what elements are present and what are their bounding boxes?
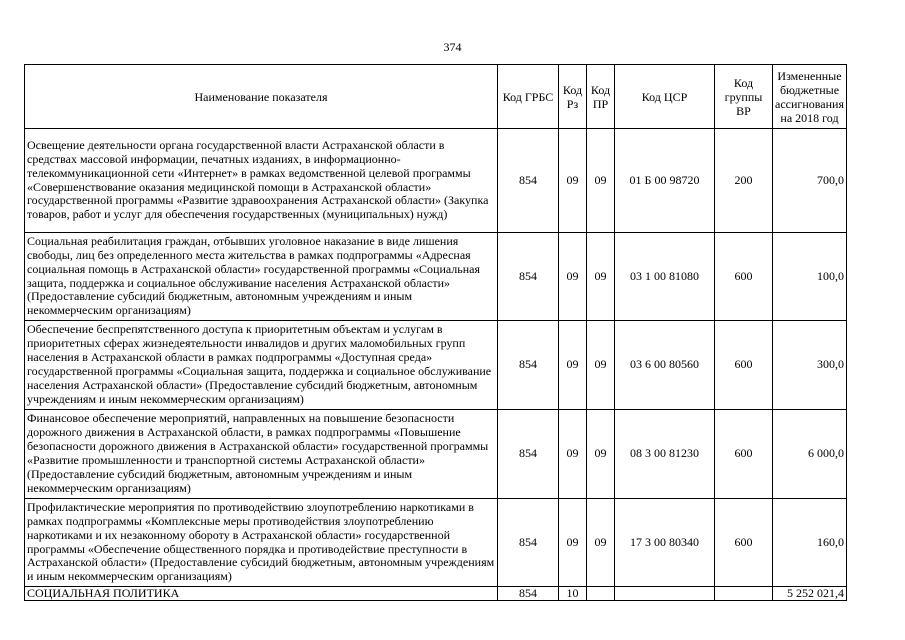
row-rz: 09 bbox=[559, 410, 587, 499]
row-amount: 6 000,0 bbox=[773, 410, 847, 499]
row-csr: 08 3 00 81230 bbox=[615, 410, 715, 499]
row-csr bbox=[615, 587, 715, 601]
header-amount: Измененные бюджетные ассигнования на 2018 год bbox=[773, 65, 847, 129]
row-csr: 01 Б 00 98720 bbox=[615, 129, 715, 233]
header-csr: Код ЦСР bbox=[615, 65, 715, 129]
row-rz: 09 bbox=[559, 321, 587, 410]
table-header-row bbox=[25, 65, 847, 129]
row-csr: 03 6 00 80560 bbox=[615, 321, 715, 410]
row-grbs: 854 bbox=[498, 587, 559, 601]
row-csr: 03 1 00 81080 bbox=[615, 233, 715, 321]
row-grbs: 854 bbox=[498, 233, 559, 321]
row-pr: 09 bbox=[587, 410, 615, 499]
page-number: 374 bbox=[443, 40, 462, 54]
header-pr: Код ПР bbox=[587, 65, 615, 129]
row-vr: 200 bbox=[715, 129, 773, 233]
header-rz: Код Рз bbox=[559, 65, 587, 129]
row-grbs: 854 bbox=[498, 129, 559, 233]
table-row bbox=[25, 129, 847, 233]
row-amount: 5 252 021,4 bbox=[773, 587, 847, 601]
row-rz: 10 bbox=[559, 587, 587, 601]
row-name: Профилактические мероприятия по противодействию злоупотреблению наркотиками в рамках подпрограммы «Комплексные меры противодействия злоупотреблению наркотиками и их незаконному обороту в Астраханской области» государственной программы «Обеспечение общественного порядка и противодействие преступности в Астраханской области» (Предоставление субсидий бюджетным, автономным учреждениям и иным некоммерческим организациям) bbox=[25, 499, 498, 587]
row-name: Обеспечение беспрепятственного доступа к приоритетным объектам и услугам в приоритетных сферах жизнедеятельности инвалидов и других маломобильных групп населения в Астраханской области в рамках подпрограммы «Доступная среда» государственной программы «Социальная защита, поддержка и социальное обслуживание населения Астраханской области» (Предоставление субсидий бюджетным, автономным учреждениям и иным некоммерческим организациям) bbox=[25, 321, 498, 410]
row-amount: 300,0 bbox=[773, 321, 847, 410]
row-name: Финансовое обеспечение мероприятий, направленных на повышение безопасности дорожного движения в Астраханской области, в рамках подпрограммы «Повышение безопасности дорожного движения в Астраханской области» государственной программы «Развитие промышленности и транспортной системы Астраханской области» (Предоставление субсидий бюджетным, автономным учреждениям и иным некоммерческим организациям) bbox=[25, 410, 498, 499]
row-amount: 700,0 bbox=[773, 129, 847, 233]
row-name: Освещение деятельности органа государственной власти Астраханской области в средствах массовой информации, печатных изданиях, в информационно-телекоммуникационной сети «Интернет» в рамках ведомственной целевой программы «Совершенствование оказания медицинской помощи в Астраханской области» государственной программы «Развитие здравоохранения Астраханской области» (Закупка товаров, работ и услуг для обеспечения государственных (муниципальных) нужд) bbox=[25, 129, 498, 233]
row-vr: 600 bbox=[715, 410, 773, 499]
table-row bbox=[25, 587, 847, 601]
table-row bbox=[25, 321, 847, 410]
row-vr: 600 bbox=[715, 321, 773, 410]
row-vr bbox=[715, 587, 773, 601]
row-name: СОЦИАЛЬНАЯ ПОЛИТИКА bbox=[25, 587, 498, 601]
row-amount: 100,0 bbox=[773, 233, 847, 321]
row-pr: 09 bbox=[587, 129, 615, 233]
row-name: Социальная реабилитация граждан, отбывших уголовное наказание в виде лишения свободы, лиц без определенного места жительства в рамках подпрограммы «Адресная социальная помощь в Астраханской области» государственной программы «Социальная защита, поддержка и социальное обслуживание населения Астраханской области» (Предоставление субсидий бюджетным, автономным учреждениям и иным некоммерческим организациям) bbox=[25, 233, 498, 321]
header-grbs: Код ГРБС bbox=[498, 65, 559, 129]
header-name: Наименование показателя bbox=[25, 65, 498, 129]
header-vr: Код группы ВР bbox=[715, 65, 773, 129]
row-vr: 600 bbox=[715, 233, 773, 321]
table-row bbox=[25, 410, 847, 499]
row-rz: 09 bbox=[559, 499, 587, 587]
row-rz: 09 bbox=[559, 129, 587, 233]
row-csr: 17 3 00 80340 bbox=[615, 499, 715, 587]
row-amount: 160,0 bbox=[773, 499, 847, 587]
row-pr: 09 bbox=[587, 233, 615, 321]
row-pr bbox=[587, 587, 615, 601]
row-rz: 09 bbox=[559, 233, 587, 321]
row-grbs: 854 bbox=[498, 499, 559, 587]
table-row bbox=[25, 499, 847, 587]
row-pr: 09 bbox=[587, 499, 615, 587]
table-row bbox=[25, 233, 847, 321]
row-grbs: 854 bbox=[498, 410, 559, 499]
row-pr: 09 bbox=[587, 321, 615, 410]
row-grbs: 854 bbox=[498, 321, 559, 410]
budget-table bbox=[24, 64, 847, 601]
row-vr: 600 bbox=[715, 499, 773, 587]
